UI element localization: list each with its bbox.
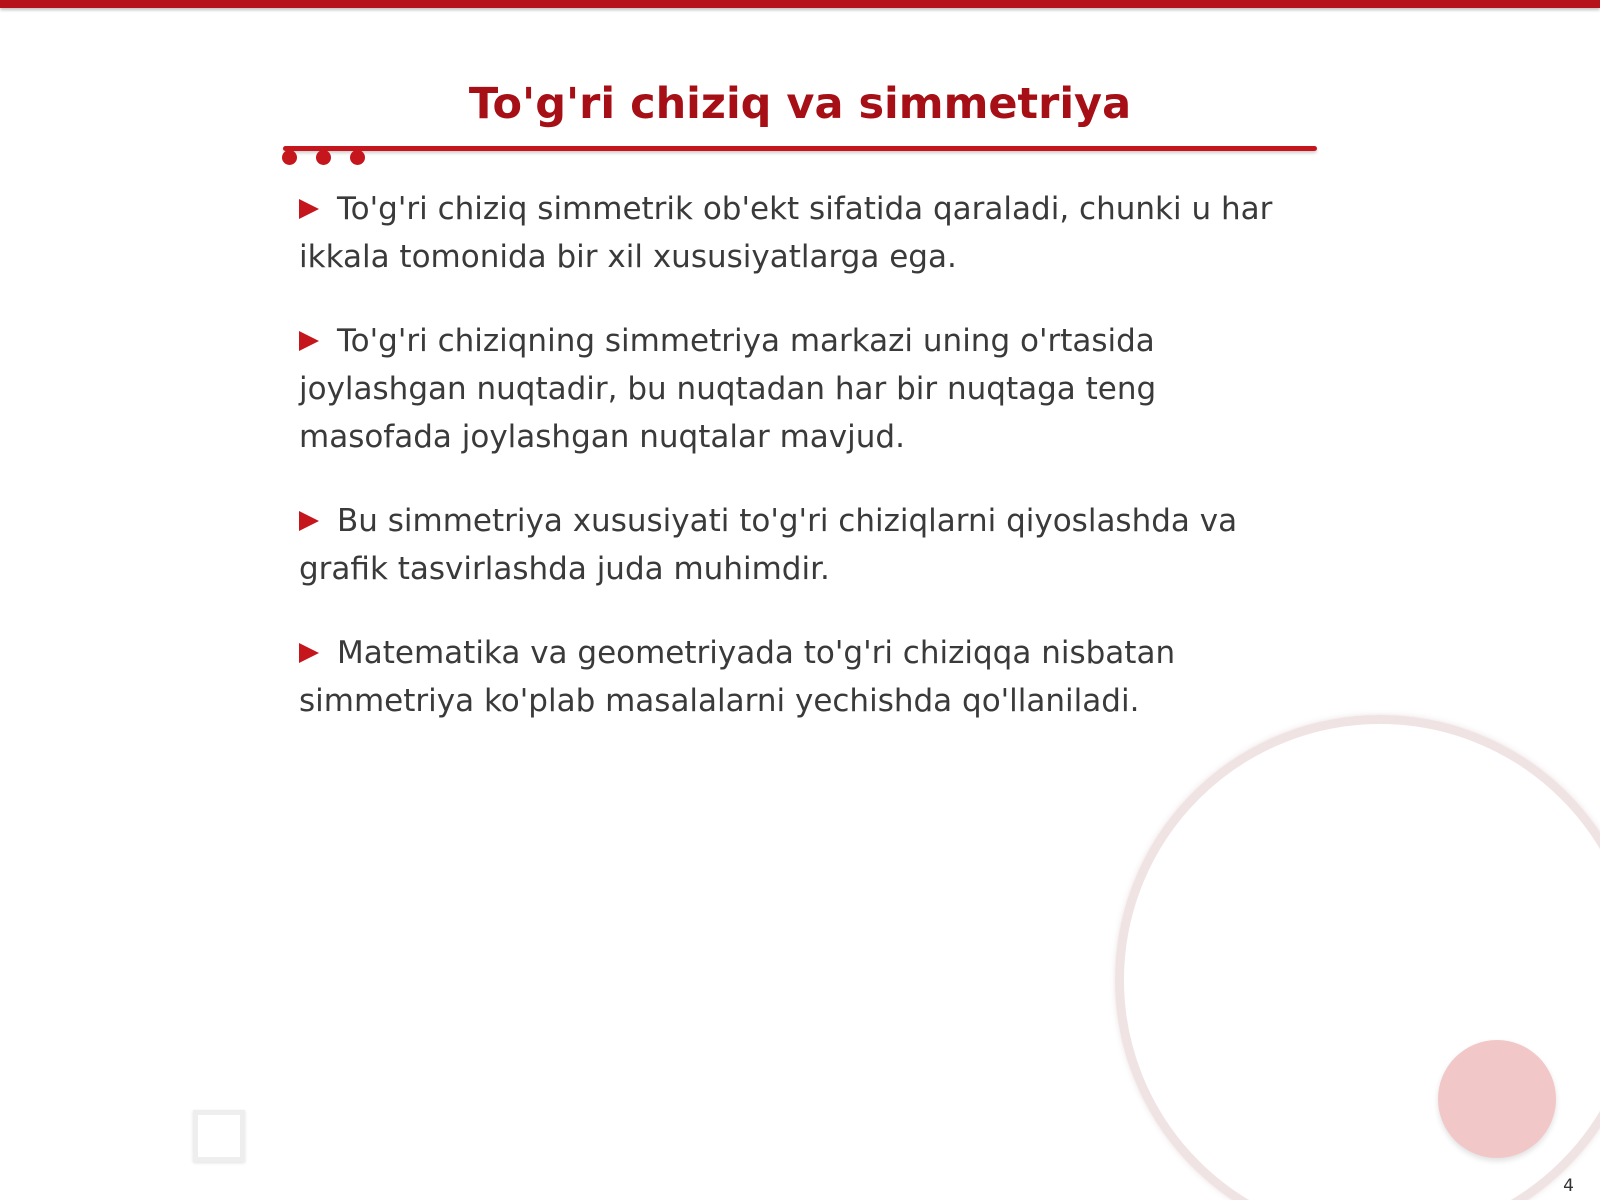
top-accent-bar	[0, 0, 1600, 8]
decorative-dot	[316, 150, 331, 165]
triangle-right-icon	[299, 199, 319, 219]
bullet-list	[299, 185, 1289, 761]
bullet-item	[299, 185, 1289, 281]
triangle-right-icon	[299, 331, 319, 351]
title-underline	[283, 146, 1317, 151]
triangle-right-icon	[299, 643, 319, 663]
decorative-dot	[282, 150, 297, 165]
decorative-dot	[350, 150, 365, 165]
slide-title: To'g'ri chiziq va simmetriya	[468, 79, 1132, 129]
bullet-text: Matematika va geometriyada to'g'ri chiziqqa nisbatan simmetriya ko'plab masalalarni yechishda qo'llaniladi.	[299, 635, 1176, 719]
bullet-text: Bu simmetriya xususiyati to'g'ri chiziqlarni qiyoslashda va grafik tasvirlashda juda muhimdir.	[299, 503, 1238, 587]
bullet-item	[299, 629, 1289, 725]
bullet-item	[299, 317, 1289, 461]
triangle-right-icon	[299, 511, 319, 531]
decorative-square	[193, 1110, 245, 1162]
bullet-item	[299, 497, 1289, 593]
page-number: 4	[1563, 1176, 1574, 1196]
bullet-text: To'g'ri chiziq simmetrik ob'ekt sifatida qaraladi, chunki u har ikkala tomonida bir xil xususiyatlarga ega.	[299, 191, 1273, 275]
decorative-pink-circle	[1438, 1040, 1556, 1158]
bullet-text: To'g'ri chiziqning simmetriya markazi uning o'rtasida joylashgan nuqtadir, bu nuqtadan har bir nuqtaga teng masofada joylashgan nuqtalar mavjud.	[299, 323, 1157, 455]
